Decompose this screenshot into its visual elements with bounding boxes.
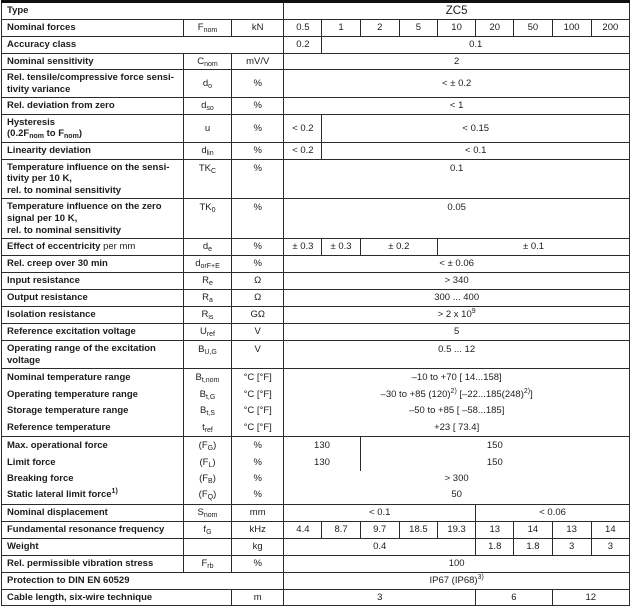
row-unit: % xyxy=(232,159,284,199)
row-unit: mV/V xyxy=(232,53,284,70)
cell-value: 100 xyxy=(552,20,591,37)
cell-value: < 1 xyxy=(284,98,630,115)
row-unit: % xyxy=(232,455,284,471)
row-symbol: $F_{rb}$ xyxy=(183,555,231,572)
row-unit: % xyxy=(232,437,284,455)
row-symbol: $TK_0$ xyxy=(183,199,231,239)
cell-value: < ± 0.2 xyxy=(284,70,630,98)
cell-value: 18.5 xyxy=(399,521,437,538)
row-unit: °C [°F] xyxy=(232,403,284,419)
cell-value: –10 to +70 [ 14...158] xyxy=(284,369,630,387)
row-unit: % xyxy=(232,239,284,256)
row-label: Protection to DIN EN 60529 xyxy=(2,572,284,589)
row-reference-temperature xyxy=(2,419,630,437)
row-symbol: $R_a$ xyxy=(183,290,231,307)
row-nominal-displacement xyxy=(2,504,630,521)
cell-value: 5 xyxy=(399,20,437,37)
row-static-lateral-limit-force xyxy=(2,486,630,504)
row-temp-influence-zero xyxy=(2,199,630,239)
row-unit: m xyxy=(232,589,284,606)
row-temp-influence-sensitivity xyxy=(2,159,630,199)
row-symbol: $U_{ref}$ xyxy=(183,324,231,341)
row-symbol: $R_{is}$ xyxy=(183,307,231,324)
row-unit: Ω xyxy=(232,290,284,307)
row-label: Reference temperature xyxy=(2,419,184,437)
row-unit: % xyxy=(232,471,284,487)
cell-value: IP67 $(IP68)^{3)}$ xyxy=(284,572,630,589)
label-main: Effect of eccentricity xyxy=(7,241,101,253)
cell-value: 50 xyxy=(514,20,552,37)
cell-value: > 2 x $10^9$ xyxy=(284,307,630,324)
row-symbol: $S_{nom}$ xyxy=(183,504,231,521)
cell-value: +23 [ 73.4] xyxy=(284,419,630,437)
row-unit: % xyxy=(232,143,284,160)
cell-value: 3 xyxy=(284,589,476,606)
cell-value: 12 xyxy=(552,589,629,606)
row-symbol: $d_e$ xyxy=(183,239,231,256)
row-label: Nominal forces xyxy=(2,20,184,37)
cell-value: < ± 0.06 xyxy=(284,256,630,273)
cell-value: 150 xyxy=(360,437,629,455)
cell-value: 5 xyxy=(284,324,630,341)
cell-value: < 0.06 xyxy=(476,504,630,521)
row-label: Breaking force xyxy=(2,471,184,487)
cell-value: –50 to +85 [ –58...185] xyxy=(284,403,630,419)
cell-value: 13 xyxy=(552,521,591,538)
row-label: Nominal sensitivity xyxy=(2,53,184,70)
row-label xyxy=(2,239,184,256)
cell-value: ± 0.1 xyxy=(438,239,630,256)
cell-value: 2 xyxy=(360,20,399,37)
row-symbol: $B_{t,nom}$ xyxy=(183,369,231,387)
cell-value: 3 xyxy=(591,538,629,555)
row-unit: kN xyxy=(232,20,284,37)
row-label: Operating temperature range xyxy=(2,387,184,403)
row-unit: % xyxy=(232,98,284,115)
row-storage-temp-range xyxy=(2,403,630,419)
row-label: Fundamental resonance frequency xyxy=(2,521,184,538)
row-unit: % xyxy=(232,256,284,273)
cell-value: ± 0.2 xyxy=(360,239,437,256)
row-label: Rel. tensile/compressive force sensi- tivity variance xyxy=(2,70,184,98)
row-breaking-force xyxy=(2,471,630,487)
cell-value: 19.3 xyxy=(438,521,476,538)
cell-value: 150 xyxy=(360,455,629,471)
cell-value: 300 ... 400 xyxy=(284,290,630,307)
row-symbol xyxy=(183,538,231,555)
row-unit: % xyxy=(232,199,284,239)
row-label: Nominal displacement xyxy=(2,504,184,521)
row-linearity xyxy=(2,143,630,160)
row-unit: % xyxy=(232,70,284,98)
row-symbol: $(F_G)$ xyxy=(183,437,231,455)
row-hysteresis xyxy=(2,114,630,142)
row-label: Rel. deviation from zero xyxy=(2,98,184,115)
cell-value: 200 xyxy=(591,20,629,37)
cell-value: 0.1 xyxy=(284,159,630,199)
row-symbol: $B_{t,G}$ xyxy=(183,387,231,403)
cell-value: 1 xyxy=(322,20,360,37)
row-accuracy-class xyxy=(2,37,630,54)
row-symbol: $f_G$ xyxy=(183,521,231,538)
cell-value: 14 xyxy=(514,521,552,538)
row-unit: Ω xyxy=(232,273,284,290)
row-nominal-sensitivity xyxy=(2,53,630,70)
spec-table xyxy=(1,0,630,606)
cell-value: < 0.1 xyxy=(284,504,476,521)
row-unit: mm xyxy=(232,504,284,521)
row-label: Output resistance xyxy=(2,290,184,307)
cell-value: < 0.1 xyxy=(322,143,630,160)
row-symbol: $F_{nom}$ xyxy=(183,20,231,37)
row-resonance-frequency xyxy=(2,521,630,538)
row-label: Isolation resistance xyxy=(2,307,184,324)
cell-value: 13 xyxy=(476,521,514,538)
cell-value: 14 xyxy=(591,521,629,538)
row-creep xyxy=(2,256,630,273)
type-value: ZC5 xyxy=(284,2,630,20)
row-tensile-variance xyxy=(2,70,630,98)
row-label: Linearity deviation xyxy=(2,143,184,160)
row-symbol: $B_{U,G}$ xyxy=(183,341,231,369)
cell-value: ± 0.3 xyxy=(284,239,322,256)
cell-value: 130 xyxy=(284,455,360,471)
cell-value: > 300 xyxy=(284,471,630,487)
cell-value: 0.5 ... 12 xyxy=(284,341,630,369)
row-max-operational-force xyxy=(2,437,630,455)
row-unit: V xyxy=(232,324,284,341)
row-symbol: $t_{ref}$ xyxy=(183,419,231,437)
row-label: Limit force xyxy=(2,455,184,471)
row-symbol: $(F_L)$ xyxy=(183,455,231,471)
cell-value: 0.1 xyxy=(322,37,630,54)
row-input-resistance xyxy=(2,273,630,290)
row-operating-temp-range xyxy=(2,387,630,403)
cell-value: 1.8 xyxy=(476,538,514,555)
row-cable-length xyxy=(2,589,630,606)
cell-value: 1.8 xyxy=(514,538,552,555)
row-eccentricity xyxy=(2,239,630,256)
cell-value: 3 xyxy=(552,538,591,555)
cell-value: –30 to +85 $(120)^{2)}$ $[-22...185(248)^{2)}]$ xyxy=(284,387,630,403)
row-output-resistance xyxy=(2,290,630,307)
row-limit-force xyxy=(2,455,630,471)
row-vibration-stress xyxy=(2,555,630,572)
row-unit: % xyxy=(232,114,284,142)
row-symbol: $(F_B)$ xyxy=(183,471,231,487)
row-weight xyxy=(2,538,630,555)
cell-value: 2 xyxy=(284,53,630,70)
row-zero-deviation xyxy=(2,98,630,115)
cell-value: ± 0.3 xyxy=(322,239,360,256)
row-reference-excitation xyxy=(2,324,630,341)
row-label: Cable length, six-wire technique xyxy=(2,589,232,606)
row-symbol: $B_{t,S}$ xyxy=(183,403,231,419)
row-label: Rel. creep over 30 min xyxy=(2,256,184,273)
cell-value: 20 xyxy=(476,20,514,37)
row-unit: % xyxy=(232,486,284,504)
cell-value: 0.05 xyxy=(284,199,630,239)
row-label: Temperature influence on the sensi- tivity per 10 K, rel. to nominal sensitivity xyxy=(2,159,184,199)
row-unit: °C [°F] xyxy=(232,419,284,437)
cell-value: 4.4 xyxy=(284,521,322,538)
cell-value: < 0.15 xyxy=(322,114,630,142)
row-unit: °C [°F] xyxy=(232,369,284,387)
row-symbol: $R_e$ xyxy=(183,273,231,290)
cell-value: 8.7 xyxy=(322,521,360,538)
row-unit: °C [°F] xyxy=(232,387,284,403)
cell-value: 100 xyxy=(284,555,630,572)
row-symbol: $(F_Q)$ xyxy=(183,486,231,504)
row-unit: kHz xyxy=(232,521,284,538)
row-label: Max. operational force xyxy=(2,437,184,455)
cell-value: 0.2 xyxy=(284,37,322,54)
row-label: Operating range of the excitation voltage xyxy=(2,341,184,369)
row-excitation-range xyxy=(2,341,630,369)
row-label: Reference excitation voltage xyxy=(2,324,184,341)
row-label: Rel. permissible vibration stress xyxy=(2,555,184,572)
row-type xyxy=(2,2,630,20)
row-label: Hysteresis ($0.2F_{nom}$ to $F_{nom}$) xyxy=(2,114,184,142)
row-label: Weight xyxy=(2,538,184,555)
row-protection xyxy=(2,572,630,589)
row-nominal-forces xyxy=(2,20,630,37)
row-unit: kg xyxy=(232,538,284,555)
cell-value: 9.7 xyxy=(360,521,399,538)
row-unit: V xyxy=(232,341,284,369)
row-label: Temperature influence on the zero signal per 10 K, rel. to nominal sensitivity xyxy=(2,199,184,239)
cell-value: < 0.2 xyxy=(284,143,322,160)
cell-value: 0.4 xyxy=(284,538,476,555)
cell-value: < 0.2 xyxy=(284,114,322,142)
cell-value: 10 xyxy=(438,20,476,37)
row-label: Accuracy class xyxy=(2,37,284,54)
row-nominal-temp-range xyxy=(2,369,630,387)
label-suffix: per mm xyxy=(100,241,136,253)
row-isolation-resistance xyxy=(2,307,630,324)
type-label: Type xyxy=(2,2,284,20)
cell-value: 130 xyxy=(284,437,360,455)
row-symbol: $C_{nom}$ xyxy=(183,53,231,70)
cell-value: 6 xyxy=(476,589,552,606)
row-label: Nominal temperature range xyxy=(2,369,184,387)
row-symbol: u xyxy=(183,114,231,142)
row-unit: % xyxy=(232,555,284,572)
row-label: Input resistance xyxy=(2,273,184,290)
row-symbol: $d_{lin}$ xyxy=(183,143,231,160)
cell-value: 50 xyxy=(284,486,630,504)
cell-value: 0.5 xyxy=(284,20,322,37)
row-unit: GΩ xyxy=(232,307,284,324)
row-symbol: $d_{so}$ xyxy=(183,98,231,115)
row-symbol: $d_o$ xyxy=(183,70,231,98)
row-symbol: $d_{orF+E}$ xyxy=(183,256,231,273)
row-label: Static lateral limit force$^{1)}$ xyxy=(2,486,184,504)
cell-value: > 340 xyxy=(284,273,630,290)
row-symbol: $TK_C$ xyxy=(183,159,231,199)
row-label: Storage temperature range xyxy=(2,403,184,419)
